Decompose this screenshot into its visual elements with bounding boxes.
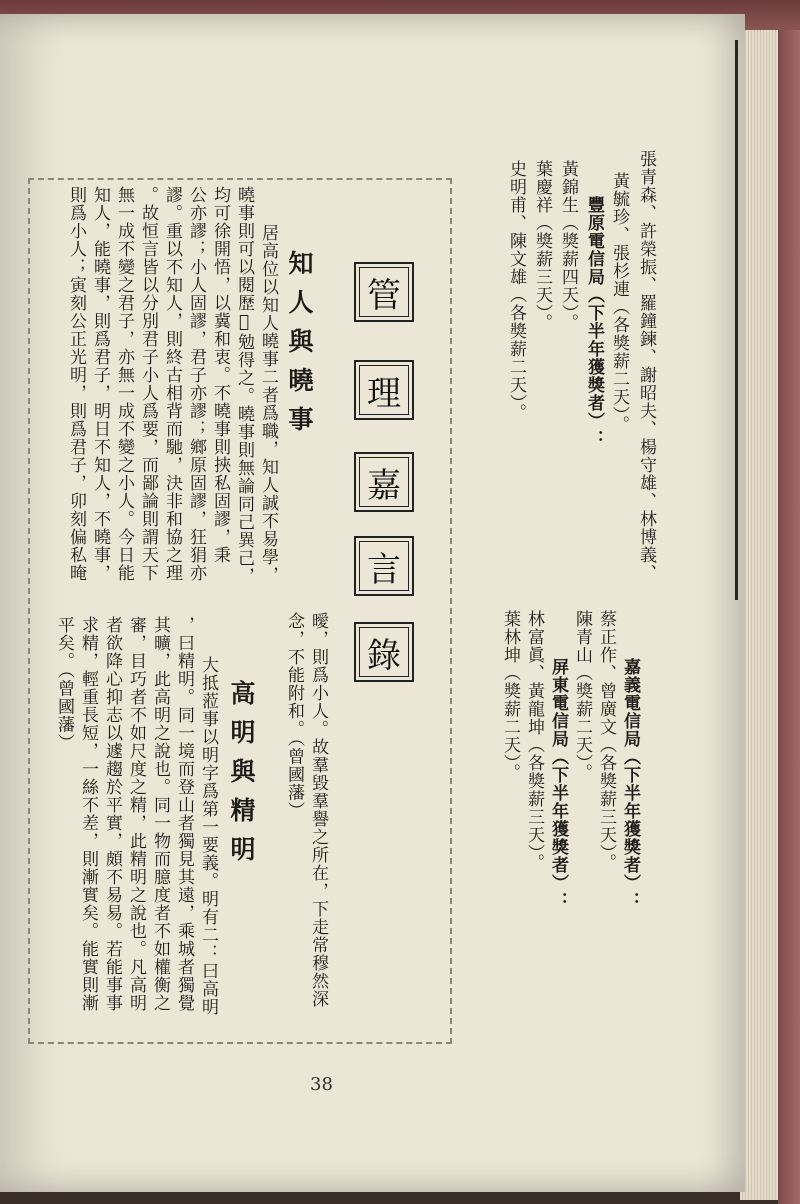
award-line-2: 黃毓珍、張杉連（各獎薪二天）。: [609, 172, 629, 434]
award-line-6: 史明甫、陳文雄（各獎薪二天）。: [506, 160, 526, 422]
section1-line: 曉事則可以閱歷𤼵勉得之。曉事則無論同己異己，: [234, 186, 254, 585]
section1-line: 則爲小人；寅刻公正光明，則爲君子，卯刻偏私晻: [66, 186, 86, 582]
section1-line: 知人，能曉事，則爲君子，明日不知人，不曉事，: [90, 186, 110, 582]
section2-line: 審，目巧者不如尺度之精，此精明之說也。凡高明: [126, 616, 146, 1012]
section1-line: 念，不能附和。（曾國藩）: [284, 612, 304, 820]
award-line-1: 張青森、許榮振、羅鐘鍊、謝昭夫、楊守雄、林博義、: [636, 150, 656, 582]
gutter-shadow: [735, 40, 738, 600]
title-char-3: 嘉: [354, 452, 414, 512]
section2-line: ，曰精明。同一境而登山者獨見其遠，乘城者獨覺: [174, 616, 194, 1012]
award-line-12: 葉林坤（獎薪二天）。: [500, 610, 520, 782]
award-line-11: 林富眞、黃龍坤（各獎薪三天）。: [524, 610, 544, 872]
title-char-5: 錄: [354, 622, 414, 682]
award-heading-pingtung: 屏東電信局（下半年獲獎者）：: [548, 658, 568, 910]
section2-line: 大抵蒞事以明字爲第一要義。明有二：曰高明: [198, 656, 218, 1016]
book-binding: [778, 30, 800, 1204]
section1-line: 謬。重以不知人，則終古相背而馳，決非和協之理: [162, 186, 182, 582]
award-line-9: 陳青山（獎薪二天）。: [572, 610, 592, 782]
award-line-8: 蔡正作、曾廣文（各獎薪三天）。: [596, 610, 616, 872]
section1-line: 公亦謬；小人固謬，君子亦謬；鄉原固謬，狂狷亦: [186, 186, 206, 582]
section1-line: 無一成不變之君子，亦無一成不變之小人。今日能: [114, 186, 134, 582]
section2-title: 高明與精明: [227, 680, 256, 875]
section2-line: 其曠，此高明之說也。同一物而臆度者不如權衡之: [150, 616, 170, 1012]
title-char-2: 理: [354, 360, 414, 420]
award-heading-chiayi: 嘉義電信局（下半年獲獎者）：: [620, 658, 640, 910]
award-line-5: 葉慶祥（獎薪三天）。: [532, 160, 552, 332]
section2-line: 求精，輕重長短，一絲不差，則漸實矣。能實則漸: [78, 616, 98, 1012]
section1-line: 居高位以知人曉事二者爲職，知人誠不易學，: [258, 224, 278, 584]
award-line-4: 黃錦生（獎薪四天）。: [558, 160, 578, 332]
title-char-1: 管: [354, 262, 414, 322]
award-heading-fengyuan: 豐原電信局（下半年獲獎者）：: [584, 196, 604, 448]
section2-line: 者欲降心抑志以遽趨於平實，頗不易易。若能事事: [102, 616, 122, 1012]
section2-line: 平矣。（曾國藩）: [54, 616, 74, 752]
section1-line: 曖，則爲小人。故羣毀羣譽之所在，下走常穆然深: [308, 612, 328, 1008]
section1-title: 知人與曉事: [285, 250, 314, 445]
page-number: 38: [310, 1074, 333, 1095]
title-char-4: 言: [354, 536, 414, 596]
section1-line: 。故恒言皆以分別君子小人爲要，而鄙論則謂天下: [138, 186, 158, 582]
section1-line: 均可徐開悟，以冀和衷。不曉事則挾私固謬，秉: [210, 186, 230, 564]
